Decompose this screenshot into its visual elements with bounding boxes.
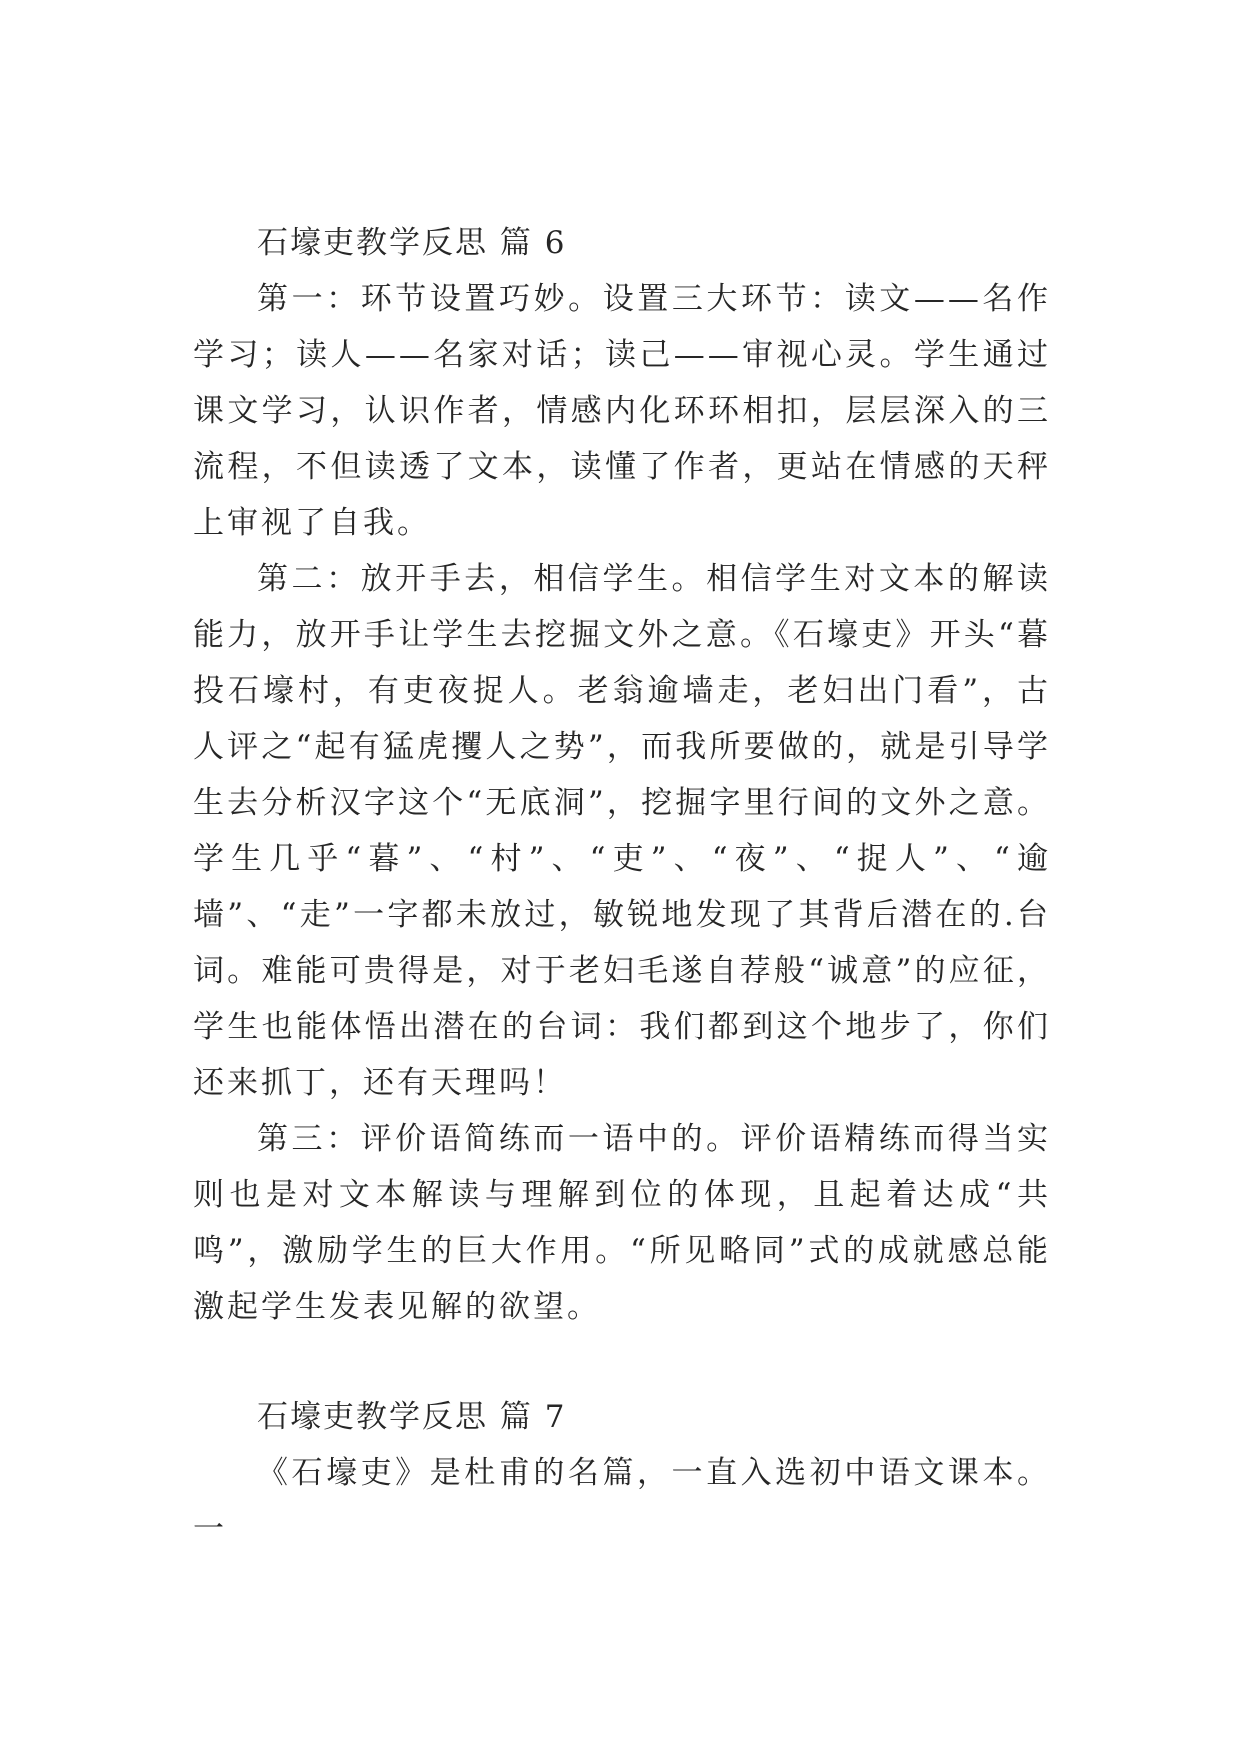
section-6-paragraph-1: 第一：环节设置巧妙。设置三大环节：读文——名作学习；读人——名家对话；读己——审视心灵。学生通过课文学习，认识作者，情感内化环环相扣，层层深入的三流程，不但读透了文本，读懂了作者，更站在情感的天秤上审视了自我。 bbox=[193, 281, 1051, 541]
section-6-title: 石壕吏教学反思 篇 6 bbox=[257, 225, 567, 261]
section-spacer bbox=[193, 1335, 1051, 1389]
section-7-title: 石壕吏教学反思 篇 7 bbox=[257, 1399, 567, 1435]
section-7-paragraph-1: 《石壕吏》是杜甫的名篇，一直入选初中语文课本。一 bbox=[193, 1455, 1051, 1547]
document-body bbox=[193, 215, 1051, 1557]
section-6-paragraph-3: 第三：评价语简练而一语中的。评价语精练而得当实则也是对文本解读与理解到位的体现，且起着达成“共鸣”，激励学生的巨大作用。“所见略同”式的成就感总能激起学生发表见解的欲望。 bbox=[193, 1121, 1051, 1325]
section-6-paragraph-2: 第二：放开手去，相信学生。相信学生对文本的解读能力，放开手让学生去挖掘文外之意。《石壕吏》开头“暮投石壕村，有吏夜捉人。老翁逾墙走，老妇出门看”，古人评之“起有猛虎攫人之势”，而我所要做的，就是引导学生去分析汉字这个“无底洞”，挖掘字里行间的文外之意。学生几乎“暮”、“村”、“吏”、“夜”、“捉人”、“逾墙”、“走”一字都未放过，敏锐地发现了其背后潜在的.台词。难能可贵得是，对于老妇毛遂自荐般“诚意”的应征，学生也能体悟出潜在的台词：我们都到这个地步了，你们还来抓丁，还有天理吗！ bbox=[193, 561, 1051, 1101]
